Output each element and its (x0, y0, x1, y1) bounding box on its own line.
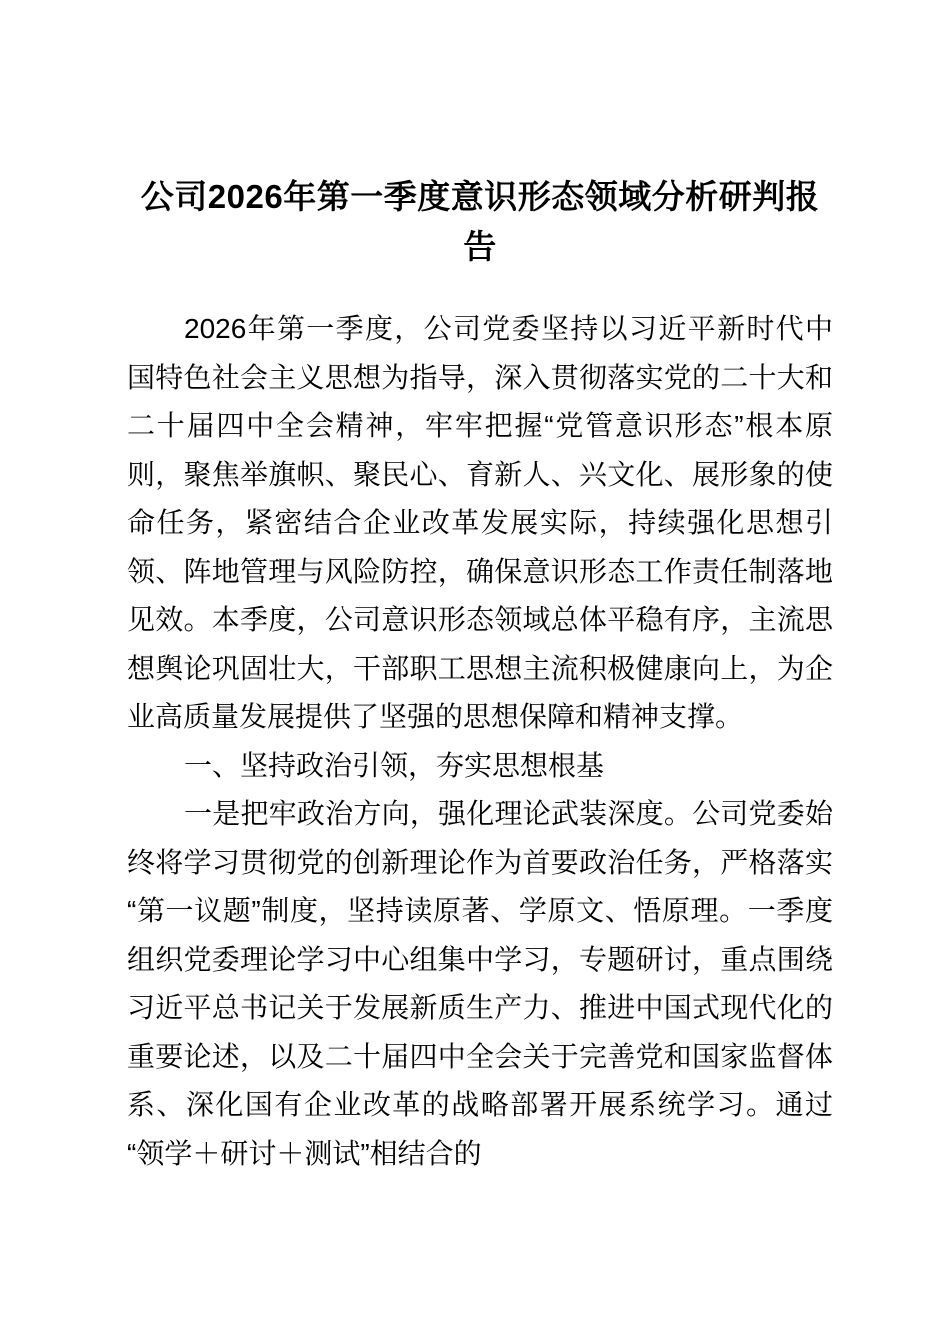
paragraph-overview: 2026年第一季度，公司党委坚持以习近平新时代中国特色社会主义思想为指导，深入贯彻落实党的二十大和二十届四中全会精神，牢牢把握“党管意识形态”根本原则，聚焦举旗帜、聚民心、育新人、兴文化、展形象的使命任务，紧密结合企业改革发展实际，持续强化思想引领、阵地管理与风险防控，确保意识形态工作责任制落地见效。本季度，公司意识形态领域总体平稳有序，主流思想舆论巩固壮大，干部职工思想主流积极健康向上，为企业高质量发展提供了坚强的思想保障和精神支撑。 (127, 313, 833, 732)
paragraph-section-one-point-one: 一是把牢政治方向，强化理论武装深度。公司党委始终将学习贯彻党的创新理论作为首要政治任务，严格落实“第一议题”制度，坚持读原著、学原文、悟原理。一季度组织党委理论学习中心组集中学习，专题研讨，重点围绕习近平总书记关于发展新质生产力、推进中国式现代化的重要论述，以及二十届四中全会关于完善党和国家监督体系、深化国有企业改革的战略部署开展系统学习。通过“领学＋研讨＋测试”相结合的 (127, 798, 833, 1169)
heading-section-one: 一、坚持政治引领，夯实思想根基 (184, 749, 605, 781)
page-content-area (127, 0, 833, 1178)
page-title: 公司2026年第一季度意识形态领域分析研判报告 (140, 178, 820, 265)
